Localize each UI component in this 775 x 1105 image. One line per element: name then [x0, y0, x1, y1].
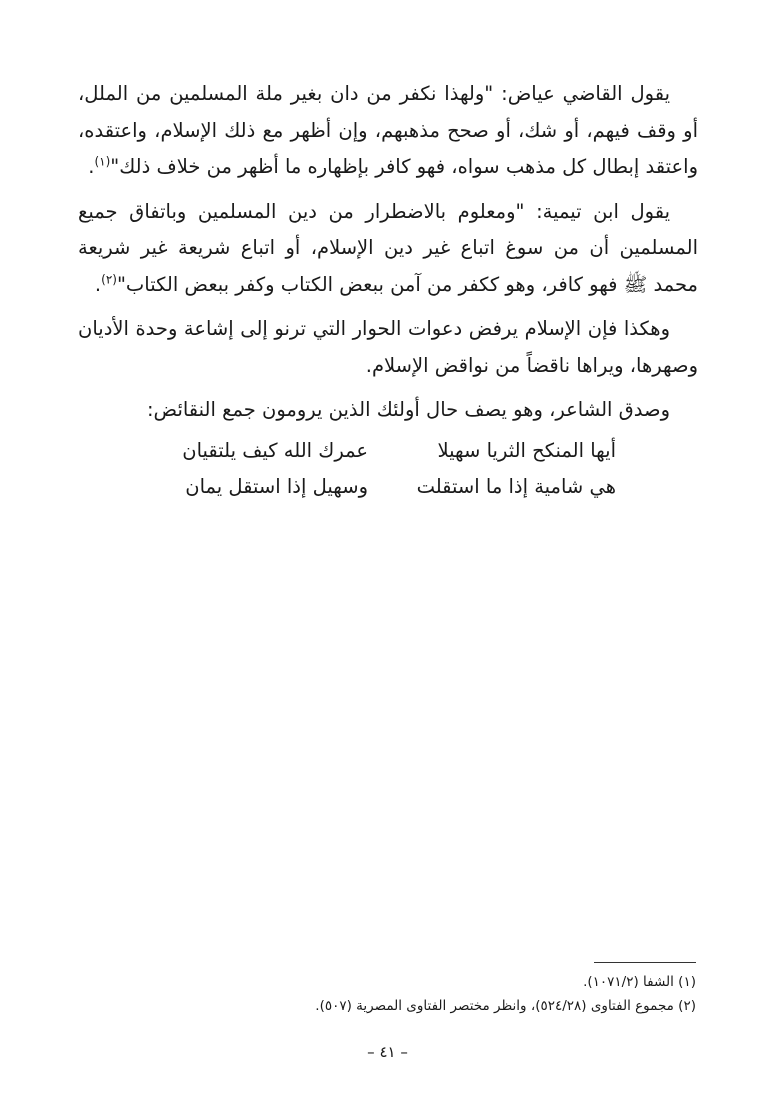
paragraph-qadi-iyad [78, 76, 698, 186]
paragraph-tail: . [94, 272, 102, 296]
paragraph-text: يقول القاضي عياض: "ولهذا نكفر من دان بغير ملة المسلمين من الملل، أو وقف فيهم، أو شك، أو صحح مذهبهم، وإن أظهر مع ذلك الإسلام، واعتقده، واعتقد إبطال كل مذهب سواه، فهو كافر بإظهاره ما أظهر من خلاف ذلك" [78, 82, 698, 178]
paragraph-text: وهكذا فإن الإسلام يرفض دعوات الحوار التي ترنو إلى إشاعة وحدة الأديان وصهرها، ويراها ناقضاً من نواقض الإسلام. [78, 317, 698, 377]
footnote-ref-1: (١) [94, 154, 111, 169]
footnote-ref-2: (٢) [101, 272, 117, 286]
footnote-divider [594, 962, 696, 963]
verse-line [78, 433, 698, 469]
verse-line [78, 469, 698, 505]
page-number: – ٤١ – [367, 1043, 408, 1061]
verse-first-hemistich: أيها المنكح الثريا سهيلا [437, 438, 616, 462]
main-text [78, 76, 698, 505]
footnote-1: (١) الشفا (١٠٧١/٢). [583, 974, 696, 990]
paragraph-dialogue [78, 311, 698, 384]
verse-second-hemistich: عمرك الله كيف يلتقيان [182, 438, 368, 462]
paragraph-ibn-taymiyyah [78, 194, 698, 304]
paragraph-tail: . [88, 155, 95, 178]
footnotes [120, 970, 696, 1018]
paragraph-poet-intro [78, 392, 698, 429]
verse-first-hemistich: هي شامية إذا ما استقلت [416, 474, 616, 498]
paragraph-text: يقول ابن تيمية: "ومعلوم بالاضطرار من دين المسلمين وباتفاق جميع المسلمين أن من سوغ اتباع غير دين الإسلام، أو اتباع شريعة غير شريعة محمد ﷺ فهو كافر، وهو ككفر من آمن ببعض الكتاب وكفر ببعض الكتاب" [78, 199, 698, 296]
verse-second-hemistich: وسهيل إذا استقل يمان [185, 474, 368, 498]
footnote-2: (٢) مجموع الفتاوى (٥٢٤/٢٨)، وانظر مختصر الفتاوى المصرية (٥٠٧). [315, 998, 696, 1014]
paragraph-text: وصدق الشاعر، وهو يصف حال أولئك الذين يرومون جمع النقائض: [146, 398, 670, 421]
